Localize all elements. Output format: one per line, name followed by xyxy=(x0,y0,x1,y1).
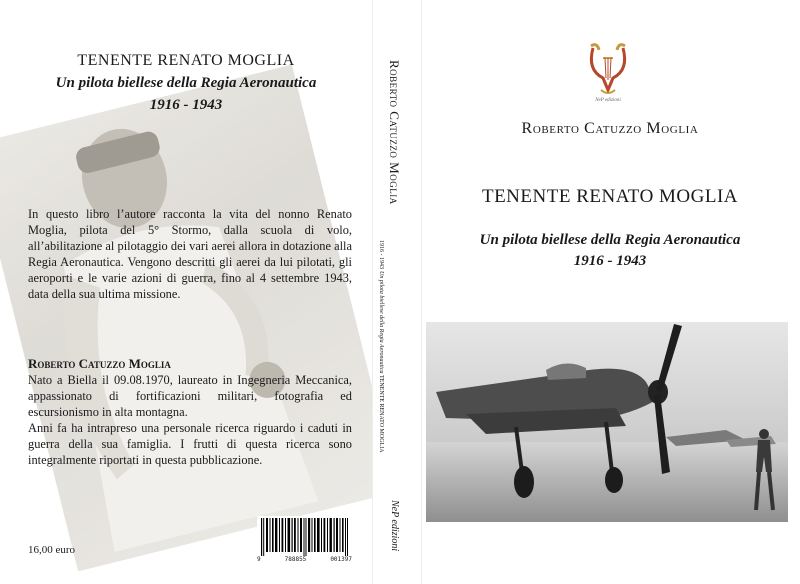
price-label: 16,00 euro xyxy=(28,544,76,556)
barcode-digit-group-2: 001397 xyxy=(330,556,352,563)
spine-small-title-block xyxy=(377,240,384,453)
spine-publisher: NeP edizioni xyxy=(389,500,400,552)
lyre-logo-icon xyxy=(583,40,633,100)
spine-small-years: 1916 - 1943 xyxy=(378,240,384,269)
synopsis-text: In questo libro l’autore racconta la vita del nonno Renato Moglia, pilota del 5° Stormo, dalla scuola di volo, all’abilitazione al pilotaggio dei vari aerei allora in dotazione alla Regia Aeronautica. Vengono descritti gli aerei da lui pilotati, gli aeroporti e le varie azioni di guerra, fino al 4 settembre 1943, data della sua ultima missione. xyxy=(28,207,352,301)
fighter-airplane-photo xyxy=(426,322,788,522)
publisher-caption: NeP edizioni xyxy=(595,98,621,103)
isbn-barcode xyxy=(257,516,352,568)
spine xyxy=(372,0,422,584)
front-cover xyxy=(420,0,800,584)
author-bio-paragraph-2: Anni fa ha intrapreso una personale ricerca riguardo i caduti in guerra della sua famiglia. I frutti di questa ricerca sono integralmente riportati in questa pubblicazione. xyxy=(28,421,352,467)
back-years: 1916 - 1943 xyxy=(149,97,223,113)
author-bio-block xyxy=(28,356,352,468)
front-title: TENENTE RENATO MOGLIA xyxy=(481,186,739,207)
back-title: TENENTE RENATO MOGLIA xyxy=(77,52,295,69)
pilot-portrait-image xyxy=(0,65,372,572)
front-author: Roberto Catuzzo Moglia xyxy=(521,120,699,137)
spine-author: Roberto Catuzzo Moglia xyxy=(387,60,402,205)
barcode-digit-group-1: 788855 xyxy=(284,556,307,563)
spine-small-subtitle: Un pilota biellese della Regia Aeronautica xyxy=(378,271,384,374)
front-subtitle: Un pilota biellese della Regia Aeronautica xyxy=(479,232,741,248)
back-subtitle: Un pilota biellese della Regia Aeronautica xyxy=(55,75,317,91)
barcode-icon xyxy=(261,518,348,556)
barcode-digit-prefix: 9 xyxy=(257,556,261,563)
spine-small-title: TENENTE RENATO MOGLIA xyxy=(378,375,384,454)
barcode-digits xyxy=(257,556,352,563)
front-years: 1916 - 1943 xyxy=(573,253,647,269)
author-name: Roberto Catuzzo Moglia xyxy=(28,356,171,371)
author-bio-paragraph: Nato a Biella il 09.08.1970, laureato in Ingegneria Meccanica, appassionato di fortificazioni militari, fotografia ed escursionismo in alta montagna. xyxy=(28,373,352,419)
back-cover xyxy=(0,0,372,584)
